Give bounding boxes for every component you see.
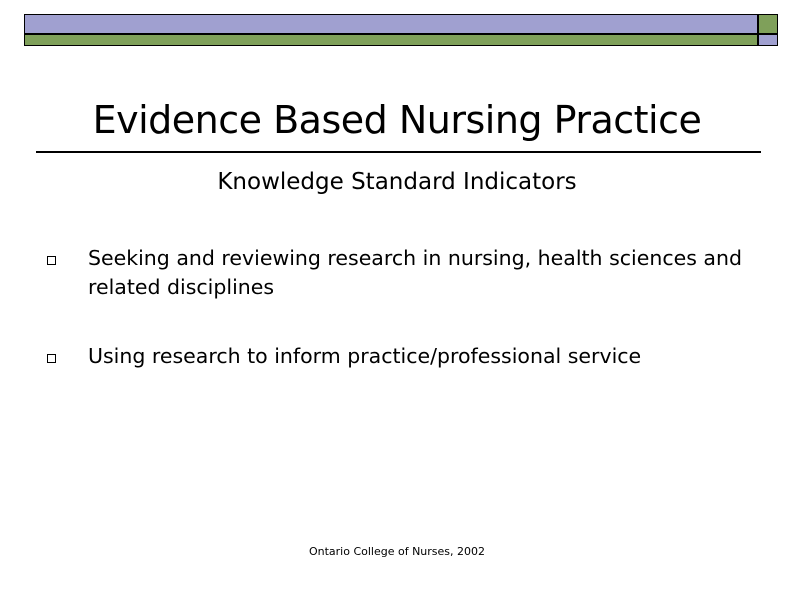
header-bar-top [24, 14, 758, 34]
header-corner-square-top [758, 14, 778, 34]
bullet-text: Seeking and reviewing research in nursing, health sciences and related disciplines [88, 246, 742, 299]
title-divider [36, 151, 761, 153]
slide-title: Evidence Based Nursing Practice [92, 98, 702, 142]
header-corner-square-bottom [758, 34, 778, 46]
square-bullet-icon [47, 256, 56, 265]
bullet-text: Using research to inform practice/professional service [88, 344, 642, 368]
slide-subtitle: Knowledge Standard Indicators [217, 169, 577, 195]
header-bar-bottom [24, 34, 758, 46]
square-bullet-icon [47, 354, 56, 363]
slide-footer: Ontario College of Nurses, 2002 [308, 545, 486, 558]
